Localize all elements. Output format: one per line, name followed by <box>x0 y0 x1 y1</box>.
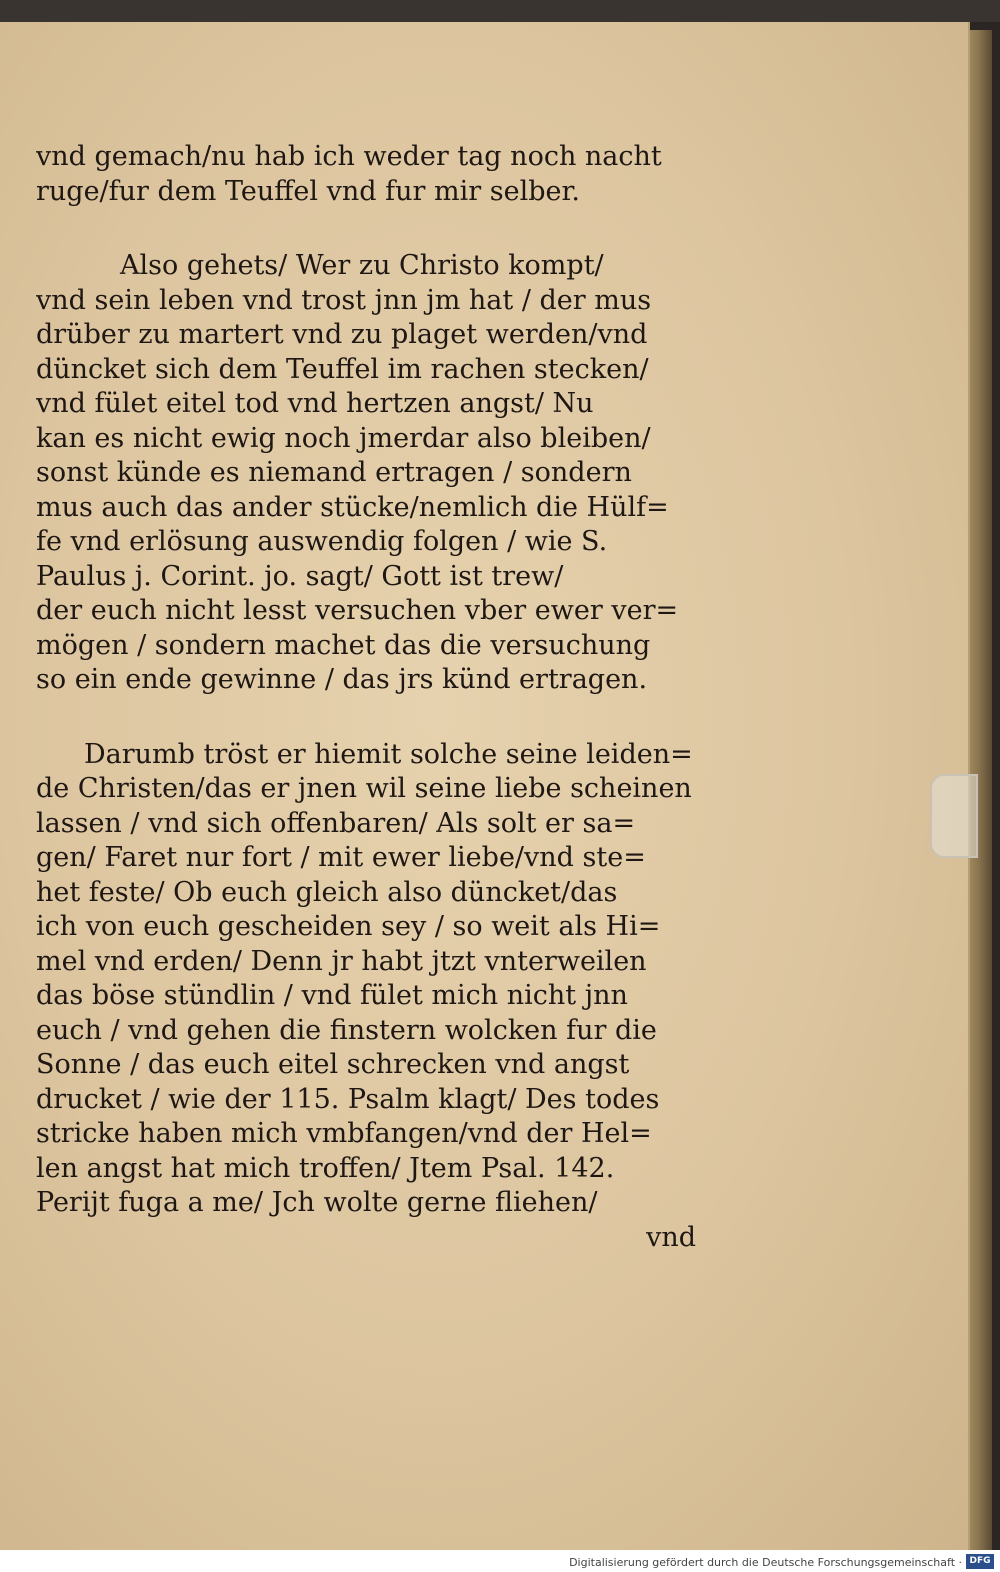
funding-credit: Digitalisierung gefördert durch die Deutsche Forschungsgemeinschaft · <box>569 1556 962 1569</box>
text-line: stricke haben mich vmbfangen/vnd der Hel= <box>36 1118 652 1149</box>
paragraph-gap <box>36 698 726 738</box>
text-line: lassen / vnd sich offenbaren/ Als solt er sa= <box>36 807 636 839</box>
text-line: drüber zu martert vnd zu plaget werden/vnd <box>36 319 648 350</box>
text-line: der euch nicht lesst versuchen vber ewer ver= <box>36 595 679 626</box>
text-line: euch / vnd gehen die finstern wolcken fur die <box>36 1014 657 1046</box>
text-line: kan es nicht ewig noch jmerdar also bleiben/ <box>36 422 651 454</box>
text-line: mögen / sondern machet das die versuchung <box>36 629 651 661</box>
text-line: so ein ende gewinne / das jrs künd ertragen. <box>36 664 648 695</box>
text-line: Perijt fuga a me/ Jch wolte gerne fliehen/ <box>36 1187 598 1218</box>
dfg-logo-icon: DFG <box>966 1554 994 1569</box>
text-line: de Christen/das er jnen wil seine liebe scheinen <box>36 773 692 804</box>
text-line: sonst künde es niemand ertragen / sondern <box>36 457 632 488</box>
catchword: vnd <box>646 1221 696 1253</box>
text-line: len angst hat mich troffen/ Jtem Psal. 142. <box>36 1152 615 1184</box>
digitization-footer <box>0 1550 1000 1572</box>
page-clip <box>930 774 978 858</box>
text-line: mel vnd erden/ Denn jr habt jtzt vnterweilen <box>36 945 647 977</box>
text-line: ich von euch gescheiden sey / so weit als Hi= <box>36 911 661 942</box>
text-line: das böse stündlin / vnd fület mich nicht jnn <box>36 980 628 1011</box>
text-line: gen/ Faret nur fort / mit ewer liebe/vnd ste= <box>36 842 646 873</box>
text-line: drucket / wie der 115. Psalm klagt/ Des todes <box>36 1083 660 1115</box>
text-line: Also gehets/ Wer zu Christo kompt/ <box>120 250 604 281</box>
text-line: düncket sich dem Teuffel im rachen stecken/ <box>36 353 649 385</box>
text-line: vnd gemach/nu hab ich weder tag noch nacht <box>36 141 662 172</box>
text-line: het feste/ Ob euch gleich also düncket/das <box>36 876 618 908</box>
text-line: Paulus j. Corint. jo. sagt/ Gott ist trew/ <box>36 560 564 592</box>
text-line: ruge/fur dem Teuffel vnd fur mir selber. <box>36 175 580 207</box>
text-line: vnd fület eitel tod vnd hertzen angst/ Nu <box>36 388 594 419</box>
paragraph-gap <box>36 209 726 249</box>
text-line: fe vnd erlösung auswendig folgen / wie S. <box>36 526 608 557</box>
scan-top-border <box>0 0 1000 22</box>
text-line: Sonne / das euch eitel schrecken vnd angst <box>36 1049 630 1080</box>
text-line: Darumb tröst er hiemit solche seine leiden= <box>84 738 693 770</box>
text-line: vnd sein leben vnd trost jnn jm hat / der mus <box>36 284 652 316</box>
text-line: mus auch das ander stücke/nemlich die Hülf= <box>36 491 669 523</box>
page-text <box>36 140 726 1255</box>
